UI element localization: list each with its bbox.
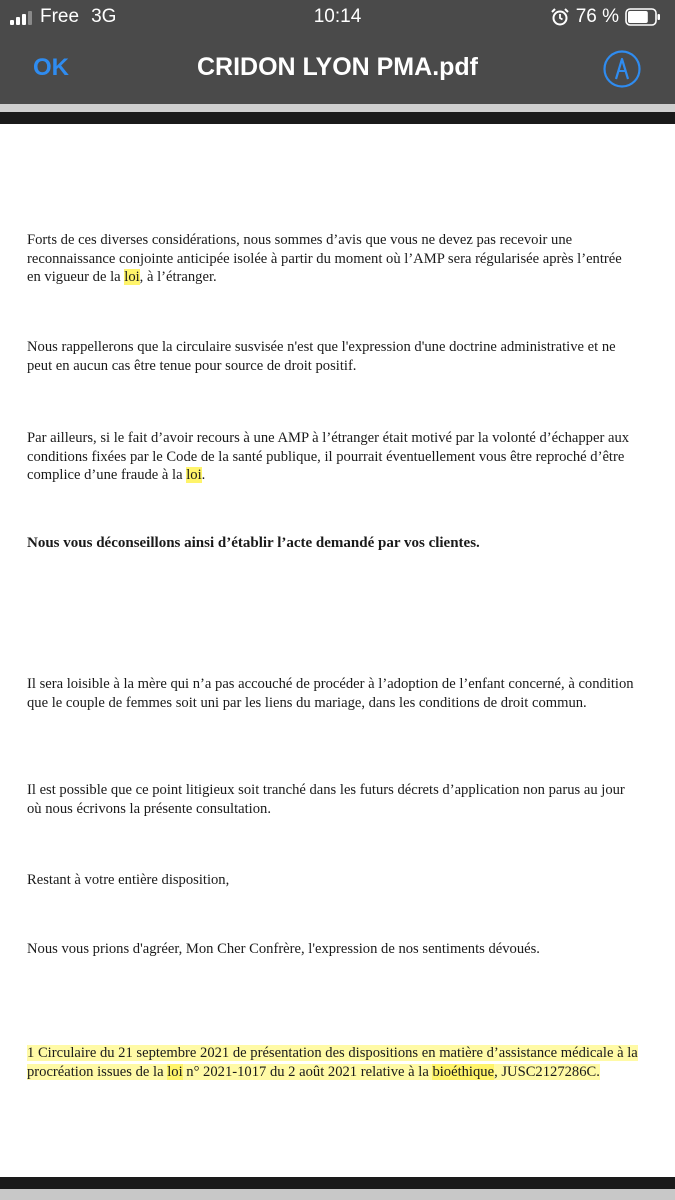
paragraph-3-text-b: . <box>201 467 206 484</box>
paragraph-1 <box>27 231 639 287</box>
paragraph-1-text-b: , à l’étranger. <box>139 269 217 286</box>
footnote-text-a: 1 Circulaire du 21 septembre 2021 de présentation des dispositions en matière d’assistance médicale à la procréation issues de la <box>27 1045 638 1080</box>
paragraph-7: Restant à votre entière disposition, <box>27 872 230 888</box>
battery-percent: 76 % <box>575 6 619 27</box>
toolbar-divider <box>0 104 675 112</box>
alarm-icon <box>550 7 570 27</box>
status-time: 10:14 <box>313 6 362 27</box>
footnote <box>27 1044 639 1081</box>
paragraph-3 <box>27 429 639 485</box>
footnote-text-c: , JUSC2127286C. <box>494 1063 600 1080</box>
ok-button[interactable]: OK <box>33 54 69 81</box>
document-title: CRIDON LYON PMA.pdf <box>196 53 479 81</box>
footnote-text-b: n° 2021-1017 du 2 août 2021 relative à la <box>182 1063 433 1080</box>
pdf-page[interactable] <box>0 124 675 1177</box>
carrier-label: Free <box>40 6 80 27</box>
search-highlight: bioéthique <box>432 1063 495 1080</box>
search-highlight: loi <box>167 1063 183 1080</box>
paragraph-4-bold: Nous vous déconseillons ainsi d’établir l’acte demandé par vos clientes. <box>27 535 480 551</box>
paragraph-3-text-a: Par ailleurs, si le fait d’avoir recours à une AMP à l’étranger était motivé par la volonté d’échapper aux conditions fixées par le Code de la santé publique, il pourrait éventuellement vous être reproché d’être complice d’une fraude à la <box>27 430 630 484</box>
paragraph-1-text-a: Forts de ces diverses considérations, nous sommes d’avis que vous ne devez pas recevoir une reconnaissance conjointe anticipée isolée à partir du moment où l’AMP sera régularisée après l’entrée en vigueur de la <box>27 232 622 286</box>
search-highlight: loi <box>124 269 140 286</box>
status-right <box>550 6 661 28</box>
battery-icon <box>625 8 661 26</box>
paragraph-5: Il sera loisible à la mère qui n’a pas accouché de procéder à l’adoption de l’enfant concerné, à condition que le couple de femmes soit uni par les liens du mariage, dans les conditions de droit commun. <box>27 676 634 711</box>
markup-pen-icon[interactable] <box>602 49 642 89</box>
paragraph-6: Il est possible que ce point litigieux soit tranché dans les futurs décrets d’application non parus au jour où nous écrivons la présente consultation. <box>27 782 625 817</box>
status-bar <box>0 0 675 34</box>
nav-bar <box>0 34 675 104</box>
paragraph-8: Nous vous prions d'agréer, Mon Cher Confrère, l'expression de nos sentiments dévoués. <box>27 941 540 957</box>
paragraph-2: Nous rappellerons que la circulaire susvisée n'est que l'expression d'une doctrine administrative et ne peut en aucun cas être tenue pour source de droit positif. <box>27 339 616 374</box>
search-highlight: loi <box>186 467 202 484</box>
network-label: 3G <box>91 6 117 27</box>
page-bottom-edge <box>0 1189 675 1200</box>
